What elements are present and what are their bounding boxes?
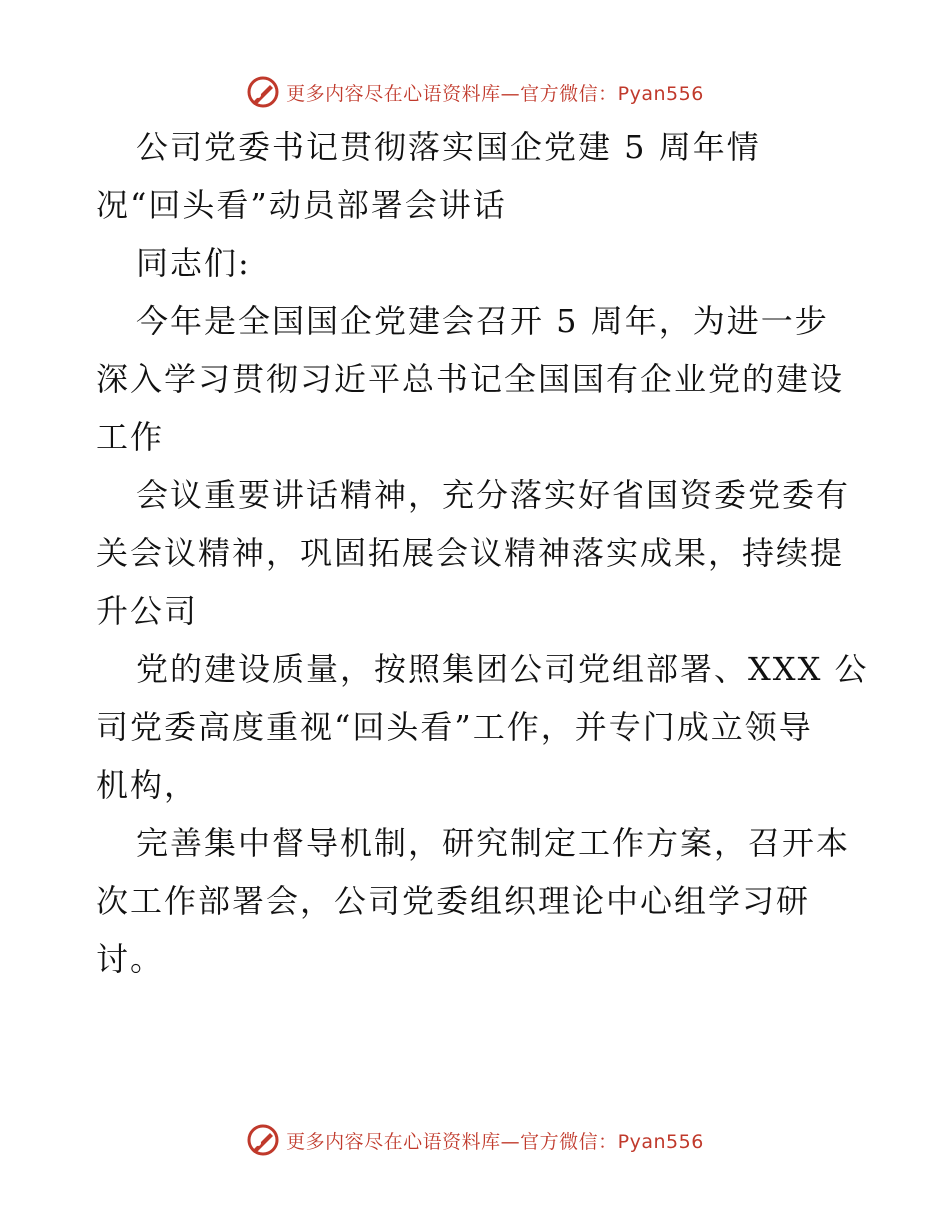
body-line: 次工作部署会，公司党委组织理论中心组学习研	[96, 882, 811, 920]
body-line: 关会议精神，巩固拓展会议精神落实成果，持续提	[96, 534, 845, 572]
watermark-text: 更多内容尽在心语资料库—官方微信：Pyan556	[286, 82, 704, 105]
body-line: 司党委高度重视“回头看”工作，并专门成立领导	[96, 708, 813, 746]
body-line: 会议重要讲话精神，充分落实好省国资委党委有	[136, 476, 851, 514]
body-line: 讨。	[96, 940, 165, 978]
salutation: 同志们:	[136, 244, 251, 282]
body-line: 党的建设质量，按照集团公司党组部署、XXX 公	[136, 650, 869, 688]
document-title-line-1: 公司党委书记贯彻落实国企党建 5 周年情	[136, 128, 761, 166]
body-line: 今年是全国国企党建会召开 5 周年，为进一步	[136, 302, 829, 340]
header-watermark	[0, 72, 950, 112]
body-line: 升公司	[96, 592, 199, 630]
watermark-text: 更多内容尽在心语资料库—官方微信：Pyan556	[286, 1130, 704, 1153]
document-body	[96, 118, 869, 988]
body-line: 完善集中督导机制，研究制定工作方案，召开本	[136, 824, 851, 862]
pen-logo-icon	[246, 75, 280, 109]
pen-logo-icon	[246, 1123, 280, 1157]
footer-watermark	[0, 1120, 950, 1160]
document-title-line-2: 况“回头看”动员部署会讲话	[96, 186, 507, 224]
body-line: 机构，	[96, 766, 199, 804]
body-line: 工作	[96, 418, 165, 456]
body-line: 深入学习贯彻习近平总书记全国国有企业党的建设	[96, 360, 845, 398]
